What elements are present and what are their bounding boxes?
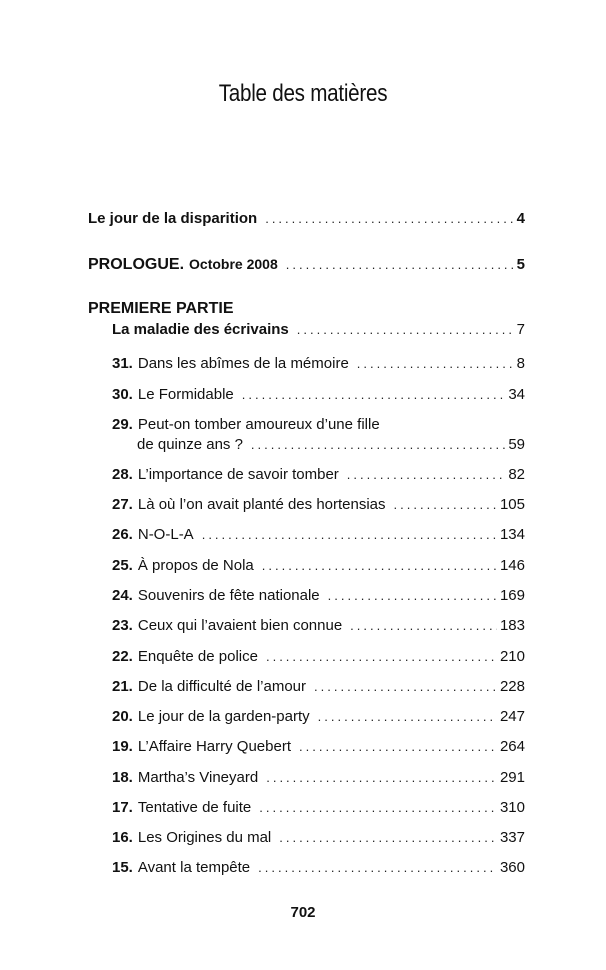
toc-entry-chapter[interactable] <box>112 386 525 403</box>
chapter-page: 247 <box>499 708 525 725</box>
chapter-number: 23. <box>112 617 133 634</box>
chapter-page: 264 <box>499 738 525 755</box>
entry-page: 7 <box>516 321 525 338</box>
dot-leader <box>318 709 497 724</box>
toc-entry-chapter[interactable] <box>112 617 525 634</box>
toc-entry-chapter[interactable] <box>112 648 525 665</box>
chapter-number: 27. <box>112 496 133 513</box>
dot-leader <box>286 257 514 272</box>
chapter-number: 29. <box>112 416 133 433</box>
toc-entry-chapter[interactable] <box>112 416 525 433</box>
chapter-number: 22. <box>112 648 133 665</box>
toc-entry-prologue[interactable] <box>88 256 525 274</box>
toc-entry-chapter[interactable] <box>112 466 525 483</box>
chapter-page: 146 <box>499 557 525 574</box>
chapter-title: Martha’s Vineyard <box>137 769 259 786</box>
toc-entry-chapter[interactable] <box>112 769 525 786</box>
toc-entry-chapter[interactable] <box>112 496 525 513</box>
chapter-title: Le Formidable <box>137 386 234 403</box>
toc-entry-chapter[interactable] <box>112 708 525 725</box>
chapter-page: 59 <box>508 436 525 453</box>
dot-leader <box>297 322 514 337</box>
toc-entry-chapter[interactable] <box>112 738 525 755</box>
chapter-title: Dans les abîmes de la mémoire <box>137 355 349 372</box>
chapter-page: 360 <box>499 859 525 876</box>
entry-page: 4 <box>516 210 525 227</box>
chapter-number: 17. <box>112 799 133 816</box>
chapter-title: Le jour de la garden-party <box>137 708 310 725</box>
entry-page: 5 <box>516 256 525 273</box>
chapter-number: 19. <box>112 738 133 755</box>
chapter-number: 18. <box>112 769 133 786</box>
toc-entry-chapter[interactable] <box>112 799 525 816</box>
chapter-page: 210 <box>499 648 525 665</box>
chapter-number: 31. <box>112 355 133 372</box>
dot-leader <box>347 467 506 482</box>
toc-entry-chapter[interactable] <box>112 526 525 543</box>
chapter-page: 8 <box>516 355 525 372</box>
entry-label-prologue: PROLOGUE. <box>88 256 185 273</box>
toc-entry-disparition[interactable] <box>88 210 525 227</box>
entry-label-date: Octobre 2008 <box>189 256 278 272</box>
dot-leader <box>299 739 497 754</box>
chapter-page: 134 <box>499 526 525 543</box>
dot-leader <box>350 618 497 633</box>
chapter-number: 15. <box>112 859 133 876</box>
toc-entry-part-one[interactable] <box>112 321 525 338</box>
chapter-title: Enquête de police <box>137 648 258 665</box>
chapter-page: 82 <box>508 466 525 483</box>
toc-entry-chapter[interactable] <box>112 355 525 372</box>
dot-leader <box>202 527 497 542</box>
chapter-number: 20. <box>112 708 133 725</box>
chapter-title: Là où l’on avait planté des hortensias <box>137 496 386 513</box>
dot-leader <box>279 830 497 845</box>
chapter-number: 24. <box>112 587 133 604</box>
chapter-page: 228 <box>499 678 525 695</box>
dot-leader <box>328 588 497 603</box>
chapter-title: Peut-on tomber amoureux d’une fille <box>137 416 380 433</box>
chapter-number: 25. <box>112 557 133 574</box>
chapter-title: Avant la tempête <box>137 859 251 876</box>
entry-label: Le jour de la disparition <box>88 210 258 227</box>
chapter-title: De la difficulté de l’amour <box>137 678 307 695</box>
chapter-page: 169 <box>499 587 525 604</box>
chapter-title-line2: de quinze ans ? <box>137 436 243 453</box>
dot-leader <box>314 679 497 694</box>
dot-leader <box>258 860 497 875</box>
chapter-number: 26. <box>112 526 133 543</box>
dot-leader <box>262 558 497 573</box>
toc-entry-chapter[interactable] <box>112 859 525 876</box>
dot-leader <box>251 437 505 452</box>
chapter-page: 310 <box>499 799 525 816</box>
toc-entry-chapter-continued[interactable] <box>137 436 525 453</box>
chapter-page: 183 <box>499 617 525 634</box>
chapter-title: L’importance de savoir tomber <box>137 466 339 483</box>
chapter-number: 30. <box>112 386 133 403</box>
chapter-number: 28. <box>112 466 133 483</box>
chapter-number: 21. <box>112 678 133 695</box>
chapter-title: Les Origines du mal <box>137 829 272 846</box>
entry-label: La maladie des écrivains <box>112 321 289 338</box>
dot-leader <box>259 800 497 815</box>
page-title: Table des matières <box>218 80 388 107</box>
dot-leader <box>266 649 497 664</box>
chapter-page: 337 <box>499 829 525 846</box>
page-number: 702 <box>290 904 316 921</box>
toc-entry-chapter[interactable] <box>112 829 525 846</box>
chapter-title: À propos de Nola <box>137 557 254 574</box>
chapter-title: Souvenirs de fête nationale <box>137 587 320 604</box>
dot-leader <box>266 770 497 785</box>
chapter-title: N-O-L-A <box>137 526 194 543</box>
dot-leader <box>394 497 497 512</box>
chapter-number: 16. <box>112 829 133 846</box>
part-heading: PREMIERE PARTIE <box>88 300 234 317</box>
dot-leader <box>357 356 514 371</box>
chapter-page: 34 <box>508 386 525 403</box>
chapter-title: Tentative de fuite <box>137 799 252 816</box>
toc-entry-chapter[interactable] <box>112 557 525 574</box>
toc-entry-chapter[interactable] <box>112 587 525 604</box>
chapter-title: L’Affaire Harry Quebert <box>137 738 291 755</box>
dot-leader <box>242 387 506 402</box>
dot-leader <box>265 211 513 226</box>
chapter-title: Ceux qui l’avaient bien connue <box>137 617 343 634</box>
chapter-page: 105 <box>499 496 525 513</box>
toc-entry-chapter[interactable] <box>112 678 525 695</box>
chapter-page: 291 <box>499 769 525 786</box>
